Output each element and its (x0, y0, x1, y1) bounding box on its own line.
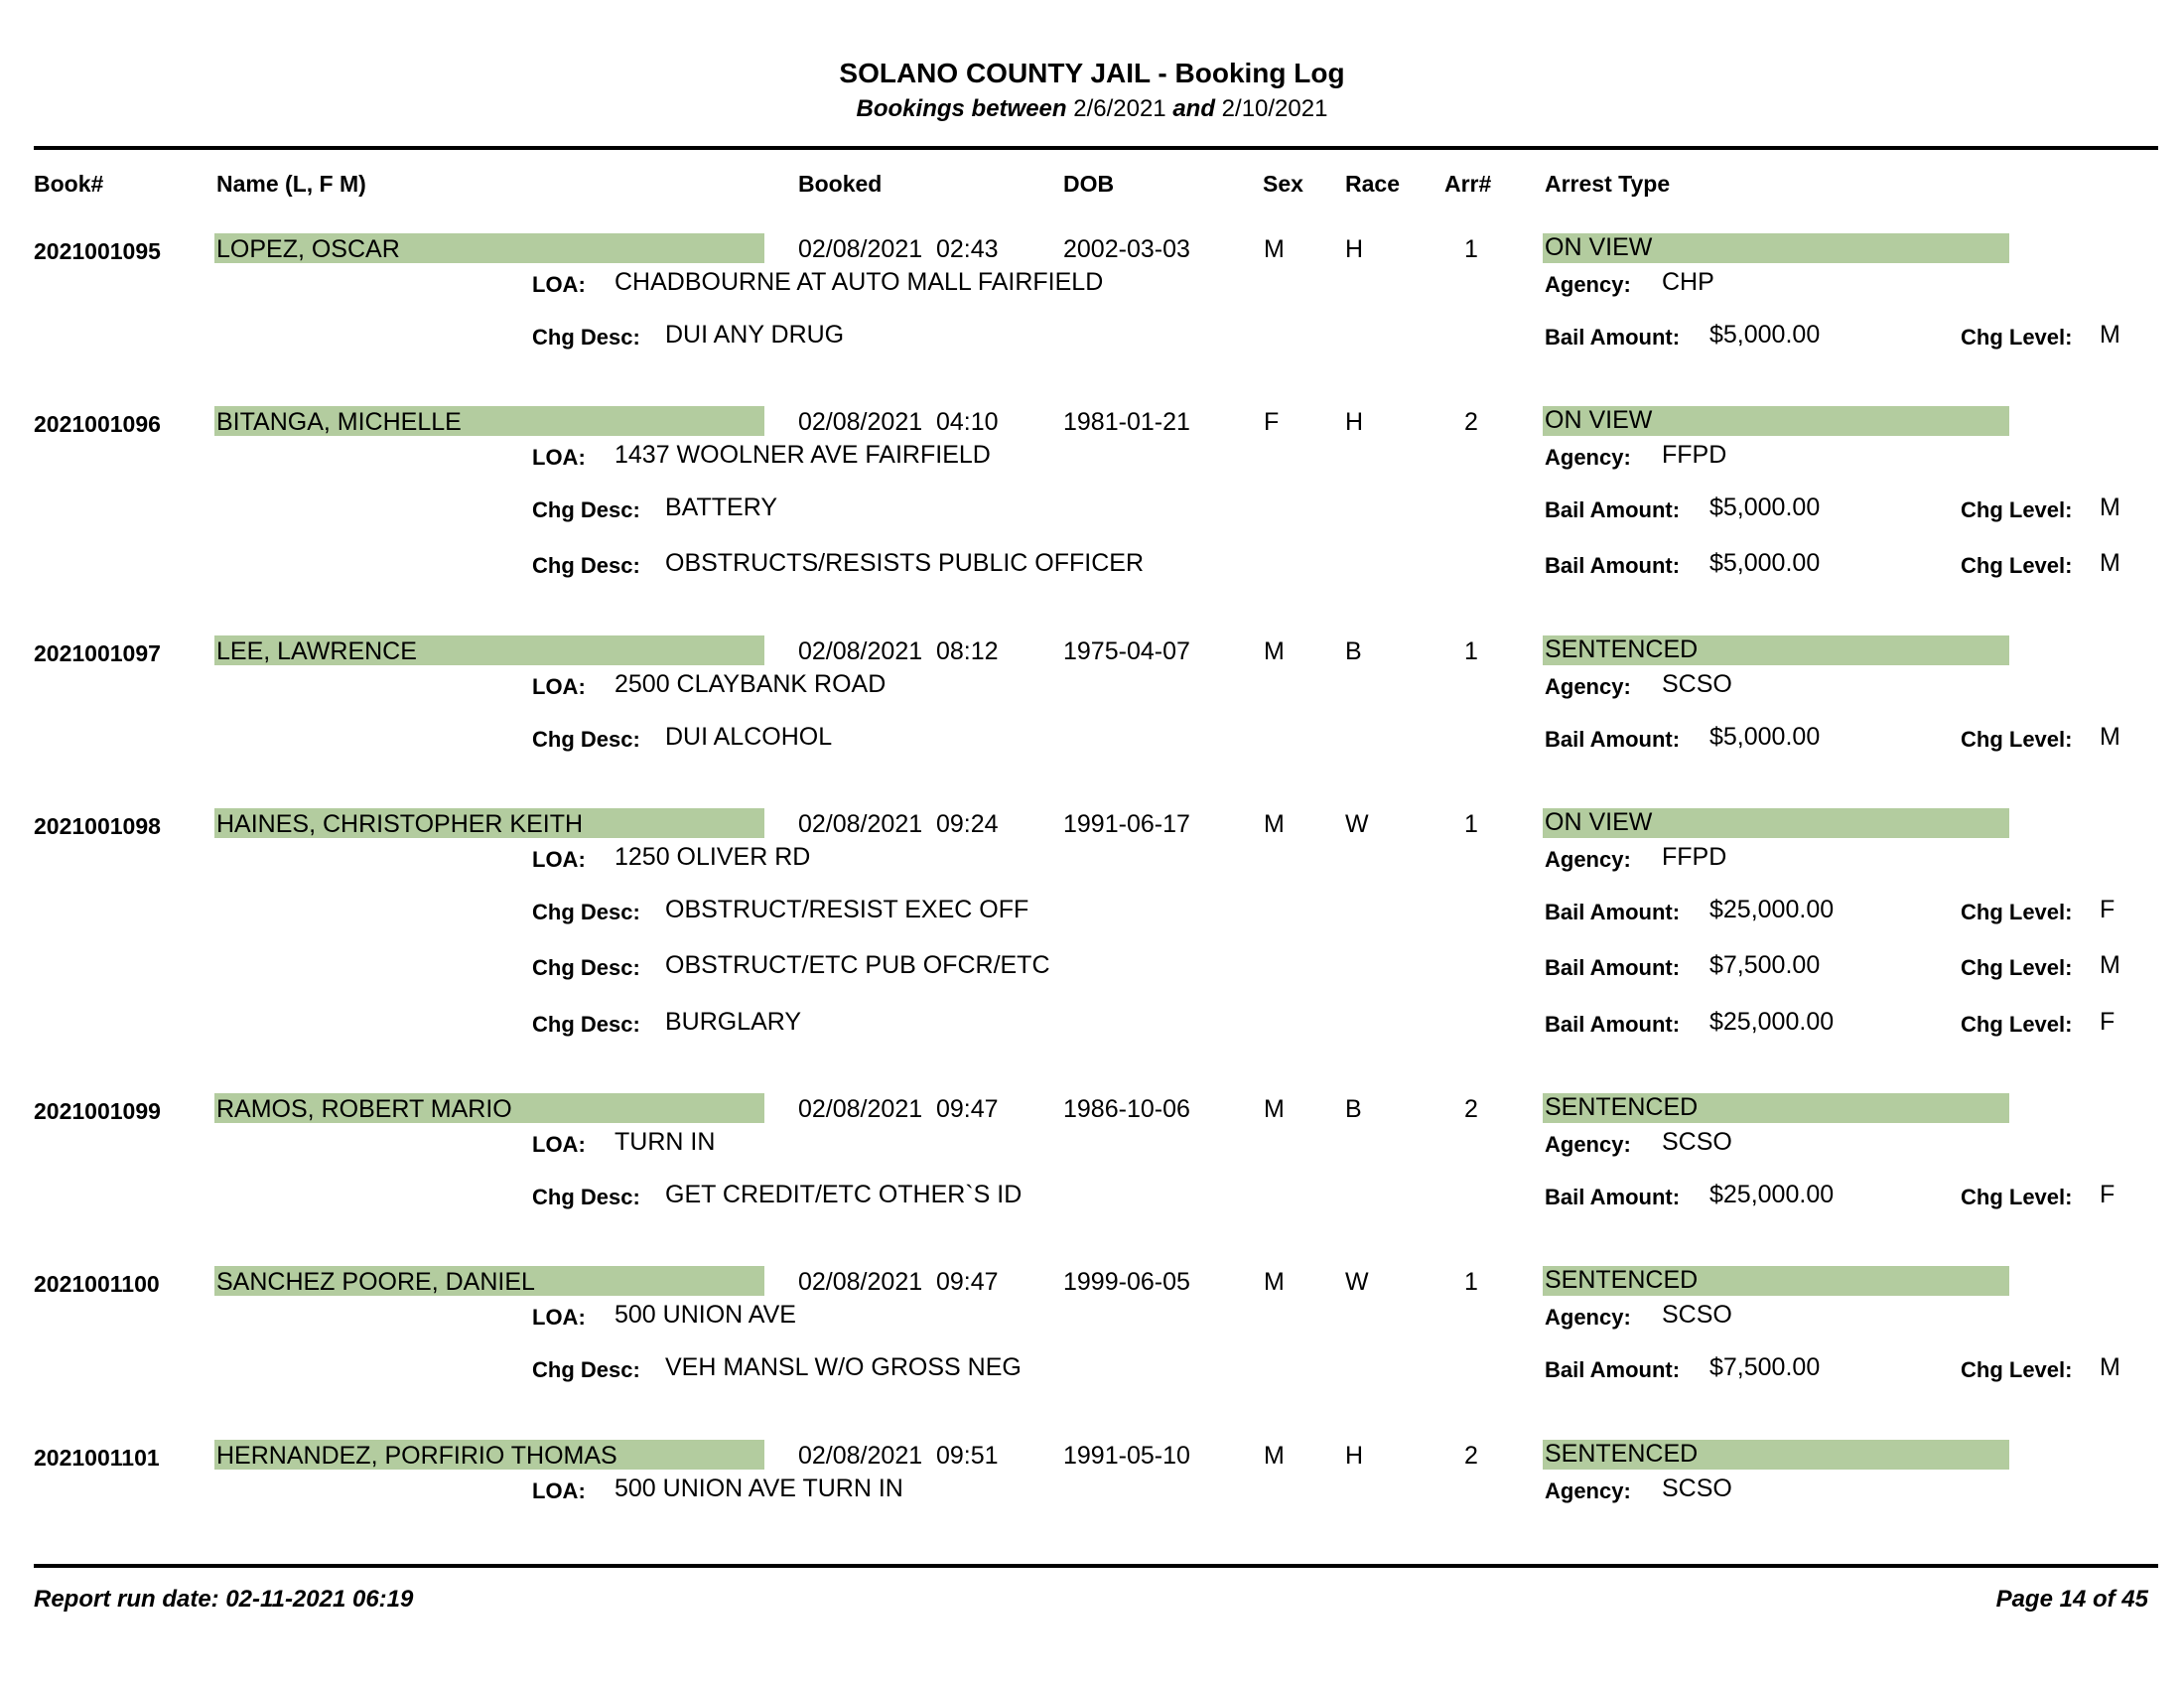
sex: M (1264, 810, 1285, 838)
book-number: 2021001096 (34, 411, 161, 437)
loa-label: LOA: (532, 847, 586, 872)
bail-amount: $7,500.00 (1709, 1353, 1821, 1381)
dob: 1991-05-10 (1063, 1442, 1190, 1470)
arrest-number: 1 (1464, 810, 1478, 838)
charge-level: M (2100, 1353, 2120, 1381)
arrest-type: ON VIEW (1545, 233, 1653, 261)
date-from: 2/6/2021 (1073, 95, 1166, 122)
loa-label: LOA: (532, 674, 586, 699)
loa-label: LOA: (532, 445, 586, 470)
charge-level-label: Chg Level: (1961, 1185, 2073, 1209)
charge-level-label: Chg Level: (1961, 1012, 2073, 1037)
page-number: Page 14 of 45 (1995, 1586, 2148, 1613)
booked-time: 09:47 (936, 1268, 999, 1296)
booked-time: 09:47 (936, 1095, 999, 1123)
booked-time: 08:12 (936, 637, 999, 665)
dob: 1999-06-05 (1063, 1268, 1190, 1296)
charge-level: F (2100, 1008, 2116, 1036)
loa-label: LOA: (532, 272, 586, 297)
agency-label: Agency: (1545, 1132, 1631, 1157)
booked-time: 09:51 (936, 1442, 999, 1470)
race: W (1345, 1268, 1369, 1296)
charge-desc-label: Chg Desc: (532, 553, 640, 578)
charge-desc: BURGLARY (665, 1008, 802, 1036)
charge-desc-label: Chg Desc: (532, 1012, 640, 1037)
arrest-type: SENTENCED (1545, 635, 1699, 663)
charge-level-label: Chg Level: (1961, 1357, 2073, 1382)
race: H (1345, 408, 1364, 436)
col-arr: Arr# (1444, 171, 1492, 197)
col-race: Race (1345, 171, 1400, 197)
arrest-type: SENTENCED (1545, 1440, 1699, 1468)
book-number: 2021001095 (34, 238, 161, 264)
footer-rule (34, 1564, 2158, 1568)
booked-date: 02/08/2021 (798, 1095, 923, 1123)
loa-label: LOA: (532, 1305, 586, 1330)
bail-amount-label: Bail Amount: (1545, 727, 1681, 752)
loa-value: 1437 WOOLNER AVE FAIRFIELD (614, 441, 991, 469)
dob: 1981-01-21 (1063, 408, 1190, 436)
dob: 1986-10-06 (1063, 1095, 1190, 1123)
bail-amount: $5,000.00 (1709, 321, 1821, 349)
bail-amount-label: Bail Amount: (1545, 325, 1681, 350)
bail-amount: $5,000.00 (1709, 493, 1821, 521)
charge-level-label: Chg Level: (1961, 553, 2073, 578)
arrest-number: 2 (1464, 1442, 1478, 1470)
charge-level-label: Chg Level: (1961, 325, 2073, 350)
charge-desc-label: Chg Desc: (532, 955, 640, 980)
charge-level: M (2100, 951, 2120, 979)
race: H (1345, 1442, 1364, 1470)
subtitle-prefix: Bookings between (856, 95, 1067, 122)
booked-date: 02/08/2021 (798, 1442, 923, 1470)
booked-date: 02/08/2021 (798, 1268, 923, 1296)
charge-level-label: Chg Level: (1961, 900, 2073, 924)
report-title: SOLANO COUNTY JAIL - Booking Log (839, 58, 1345, 88)
charge-desc-label: Chg Desc: (532, 497, 640, 522)
booked-time: 04:10 (936, 408, 999, 436)
charge-desc-label: Chg Desc: (532, 325, 640, 350)
inmate-name: LOPEZ, OSCAR (216, 235, 400, 263)
loa-value: 2500 CLAYBANK ROAD (614, 670, 887, 698)
header-rule (34, 146, 2158, 150)
bail-amount: $25,000.00 (1709, 896, 1835, 923)
race: H (1345, 235, 1364, 263)
charge-level: M (2100, 549, 2120, 577)
col-name: Name (L, F M) (216, 171, 366, 197)
col-arrest-type: Arrest Type (1545, 171, 1671, 197)
agency-label: Agency: (1545, 674, 1631, 699)
bail-amount-label: Bail Amount: (1545, 1012, 1681, 1037)
book-number: 2021001097 (34, 640, 161, 666)
agency-label: Agency: (1545, 847, 1631, 872)
charge-level: M (2100, 321, 2120, 349)
arrest-number: 1 (1464, 1268, 1478, 1296)
arrest-type: SENTENCED (1545, 1093, 1699, 1121)
charge-desc-label: Chg Desc: (532, 1185, 640, 1209)
inmate-name: RAMOS, ROBERT MARIO (216, 1095, 512, 1123)
arrest-number: 1 (1464, 235, 1478, 263)
loa-label: LOA: (532, 1132, 586, 1157)
agency-value: SCSO (1662, 1475, 1732, 1502)
charge-level: F (2100, 896, 2116, 923)
charge-level-label: Chg Level: (1961, 727, 2073, 752)
col-booked: Booked (798, 171, 883, 197)
arrest-type: ON VIEW (1545, 808, 1653, 836)
bail-amount-label: Bail Amount: (1545, 553, 1681, 578)
subtitle-and: and (1172, 95, 1215, 122)
arrest-type: SENTENCED (1545, 1266, 1699, 1294)
bail-amount-label: Bail Amount: (1545, 497, 1681, 522)
charge-desc-label: Chg Desc: (532, 900, 640, 924)
bail-amount-label: Bail Amount: (1545, 1357, 1681, 1382)
agency-value: SCSO (1662, 1128, 1732, 1156)
loa-value: TURN IN (614, 1128, 716, 1156)
col-dob: DOB (1063, 171, 1115, 197)
race: B (1345, 637, 1362, 665)
booked-date: 02/08/2021 (798, 235, 923, 263)
charge-desc: OBSTRUCT/RESIST EXEC OFF (665, 896, 1029, 923)
inmate-name: HERNANDEZ, PORFIRIO THOMAS (216, 1442, 617, 1470)
agency-label: Agency: (1545, 1478, 1631, 1503)
arrest-number: 2 (1464, 1095, 1478, 1123)
charge-desc: OBSTRUCTS/RESISTS PUBLIC OFFICER (665, 549, 1145, 577)
agency-value: FFPD (1662, 843, 1727, 871)
bail-amount: $5,000.00 (1709, 549, 1821, 577)
charge-level: M (2100, 493, 2120, 521)
agency-value: SCSO (1662, 670, 1732, 698)
book-number: 2021001100 (34, 1271, 160, 1297)
dob: 1975-04-07 (1063, 637, 1190, 665)
charge-level: F (2100, 1181, 2116, 1208)
agency-value: SCSO (1662, 1301, 1732, 1329)
inmate-name: SANCHEZ POORE, DANIEL (216, 1268, 535, 1296)
inmate-name: LEE, LAWRENCE (216, 637, 417, 665)
arrest-type: ON VIEW (1545, 406, 1653, 434)
loa-value: 500 UNION AVE (614, 1301, 796, 1329)
arrest-number: 2 (1464, 408, 1478, 436)
loa-label: LOA: (532, 1478, 586, 1503)
charge-desc: VEH MANSL W/O GROSS NEG (665, 1353, 1022, 1381)
booked-time: 02:43 (936, 235, 999, 263)
book-number: 2021001099 (34, 1098, 161, 1124)
sex: F (1264, 408, 1280, 436)
report-subtitle (0, 95, 2184, 123)
book-number: 2021001101 (34, 1445, 160, 1471)
loa-value: 500 UNION AVE TURN IN (614, 1475, 903, 1502)
agency-value: FFPD (1662, 441, 1727, 469)
charge-desc: GET CREDIT/ETC OTHER`S ID (665, 1181, 1023, 1208)
race: W (1345, 810, 1369, 838)
dob: 1991-06-17 (1063, 810, 1190, 838)
agency-label: Agency: (1545, 1305, 1631, 1330)
date-to: 2/10/2021 (1221, 95, 1328, 122)
bail-amount: $25,000.00 (1709, 1181, 1835, 1208)
bail-amount-label: Bail Amount: (1545, 955, 1681, 980)
race: B (1345, 1095, 1362, 1123)
booked-date: 02/08/2021 (798, 810, 923, 838)
charge-level-label: Chg Level: (1961, 955, 2073, 980)
bail-amount-label: Bail Amount: (1545, 1185, 1681, 1209)
agency-value: CHP (1662, 268, 1714, 296)
charge-desc: DUI ALCOHOL (665, 723, 833, 751)
report-run-date: Report run date: 02-11-2021 06:19 (34, 1586, 414, 1613)
charge-desc-label: Chg Desc: (532, 1357, 640, 1382)
booked-date: 02/08/2021 (798, 408, 923, 436)
charge-level: M (2100, 723, 2120, 751)
inmate-name: BITANGA, MICHELLE (216, 408, 462, 436)
charge-desc: BATTERY (665, 493, 777, 521)
agency-label: Agency: (1545, 272, 1631, 297)
bail-amount: $25,000.00 (1709, 1008, 1835, 1036)
charge-desc: OBSTRUCT/ETC PUB OFCR/ETC (665, 951, 1050, 979)
col-book: Book# (34, 171, 104, 197)
col-sex: Sex (1263, 171, 1303, 197)
booked-date: 02/08/2021 (798, 637, 923, 665)
charge-level-label: Chg Level: (1961, 497, 2073, 522)
charge-desc-label: Chg Desc: (532, 727, 640, 752)
loa-value: 1250 OLIVER RD (614, 843, 811, 871)
bail-amount: $5,000.00 (1709, 723, 1821, 751)
bail-amount: $7,500.00 (1709, 951, 1821, 979)
agency-label: Agency: (1545, 445, 1631, 470)
sex: M (1264, 1268, 1285, 1296)
sex: M (1264, 637, 1285, 665)
booked-time: 09:24 (936, 810, 999, 838)
charge-desc: DUI ANY DRUG (665, 321, 845, 349)
dob: 2002-03-03 (1063, 235, 1190, 263)
bail-amount-label: Bail Amount: (1545, 900, 1681, 924)
sex: M (1264, 235, 1285, 263)
sex: M (1264, 1442, 1285, 1470)
book-number: 2021001098 (34, 813, 161, 839)
inmate-name: HAINES, CHRISTOPHER KEITH (216, 810, 584, 838)
loa-value: CHADBOURNE AT AUTO MALL FAIRFIELD (614, 268, 1104, 296)
arrest-number: 1 (1464, 637, 1478, 665)
sex: M (1264, 1095, 1285, 1123)
